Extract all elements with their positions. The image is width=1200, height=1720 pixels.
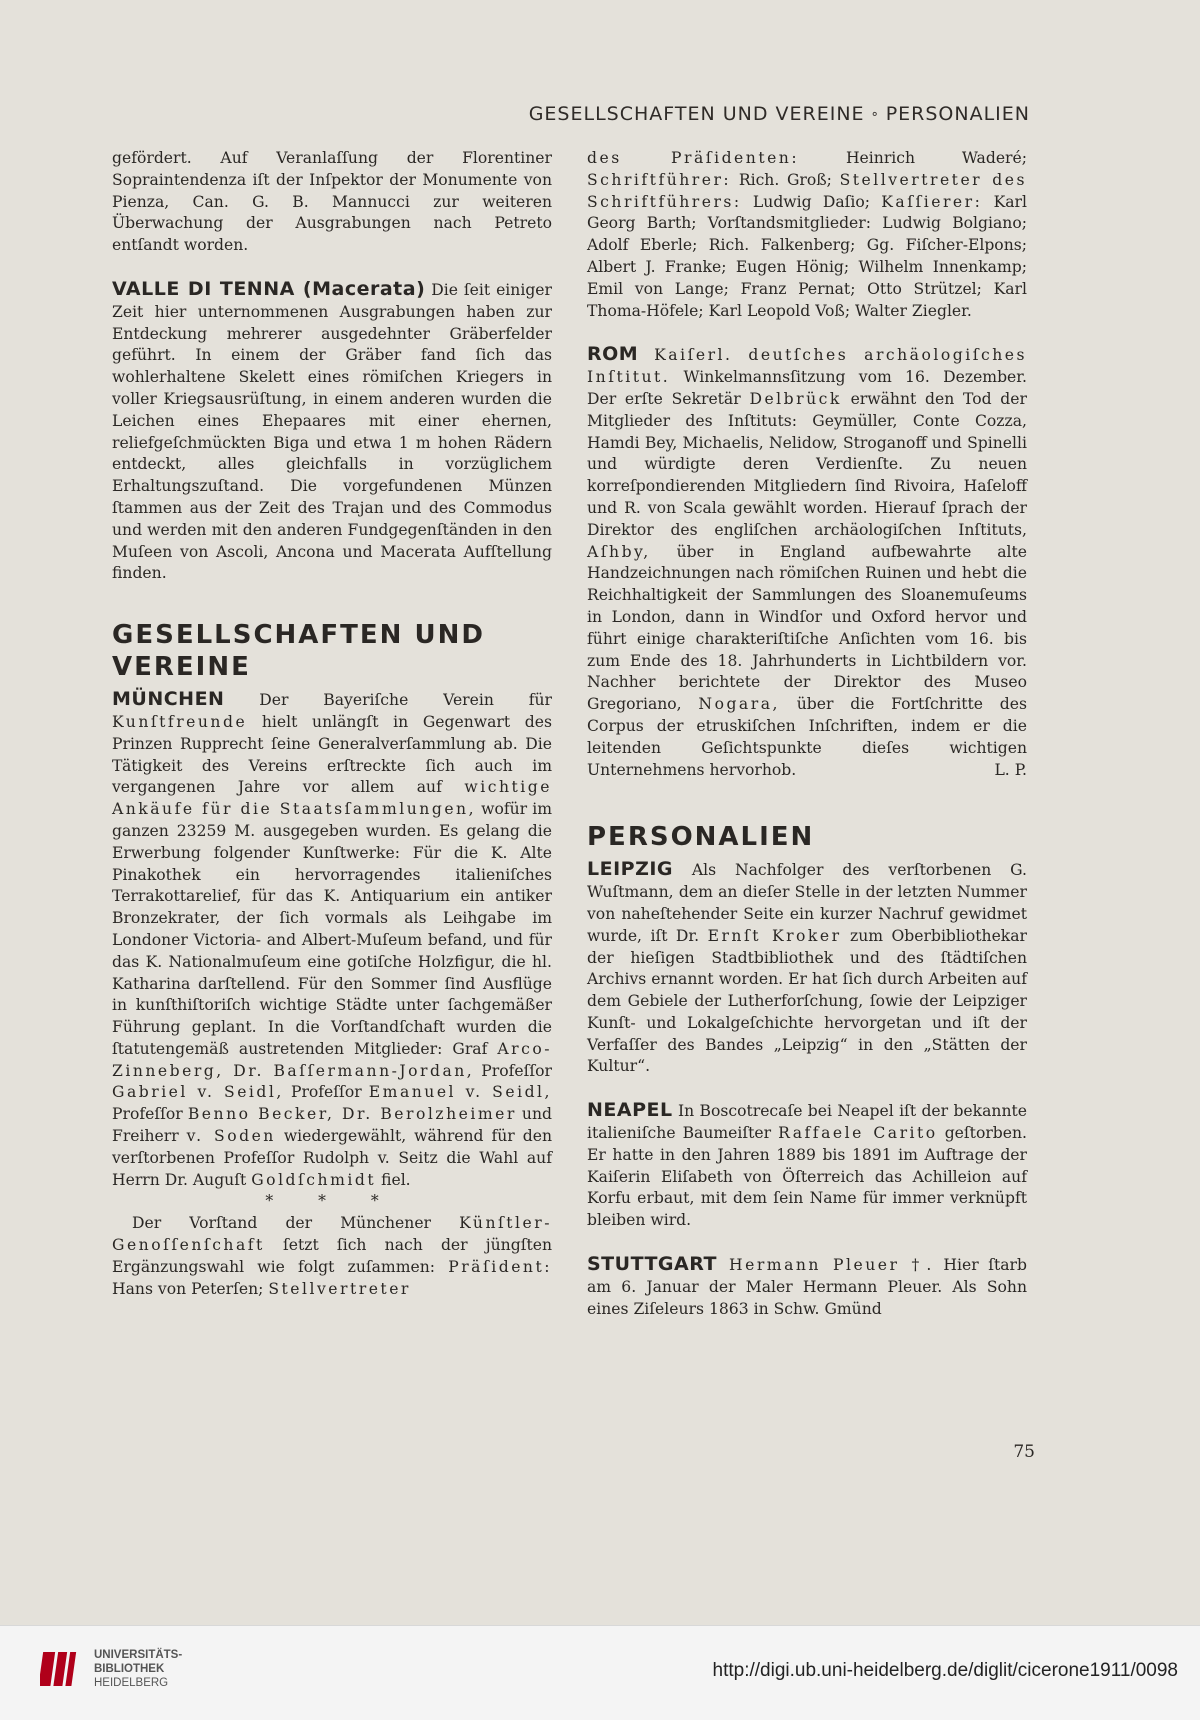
university-library-logo-icon <box>40 1646 86 1692</box>
asterism: * * * <box>265 1192 399 1211</box>
header-left: GESELLSCHAFTEN UND VEREINE <box>528 103 865 125</box>
rom-text-2: erwähnt den Tod der Mitglieder des Inſtituts: Geymüller, Conte Cozza, Hamdi Bey, Michaelis, Nelidow, Stroganoff und Spinelli und würdigte deren Verdienſte. Zu neuen korreſpondierenden Mitgliedern ſind Rivoira, Haſeloff und R. von Scala gewählt worden. Hierauf ſprach der Direktor des engliſchen archäologiſchen Inſtituts, <box>587 389 1027 539</box>
neapel-text-2: geſtorben. Er hatte in den Jahren 1889 bis 1891 im Auftrage der Kaiſerin Eliſabeth von Öſterreich das Achilleion auf Korfu erbaut, mit dem ſein Name für immer verknüpft bleiben wird. <box>587 1124 1027 1230</box>
paragraph-continuation <box>587 148 1027 322</box>
muenchen-spaced-6: Benno Becker, Dr. Berolzheimer <box>187 1105 517 1124</box>
paragraph-leipzig <box>587 859 1027 1078</box>
muenchen-spaced-1: Kunſtfreunde <box>112 712 248 731</box>
cont-text-4: Karl Georg Barth; Vorſtandsmitglieder: Ludwig Bolgiano; Adolf Eberle; Rich. Falkenberg; Gg. Fiſcher-Elpons; Albert J. Franke; Eugen Hönig; Wilhelm Innenkamp; Emil von Lange; Franz Pernat; Otto Strützel; Karl Thoma-Höfele; Karl Leopold Voß; Walter Ziegler. <box>587 192 1027 320</box>
cont-spaced-4: Kaſſierer: <box>881 192 983 211</box>
muenchen-text-6: Profeſſor <box>112 1105 188 1124</box>
stuttgart-spaced-1: Hermann Pleuer †. <box>716 1256 934 1275</box>
permalink-url[interactable]: http://digi.ub.uni-heidelberg.de/diglit/cicerone1911/0098 <box>712 1660 1178 1681</box>
rom-spaced-4: Nogara, <box>698 695 780 714</box>
heading-rom: ROM <box>587 343 639 366</box>
cont-spaced-1: des Präſidenten: <box>587 149 800 167</box>
section-title-personalien: PERSONALIEN <box>587 822 815 853</box>
kuenstler-spaced-3: Stellvertreter <box>268 1279 411 1298</box>
rom-spaced-3: Aſhby, <box>587 542 651 561</box>
kuenstler-text-1: Der Vorſtand der Münchener <box>132 1214 460 1233</box>
muenchen-spaced-7: v. Soden <box>186 1127 276 1146</box>
library-line-2: BIBLIOTHEK <box>94 1663 165 1675</box>
running-header <box>110 103 1030 125</box>
leipzig-spaced-1: Ernſt Kroker <box>707 926 842 945</box>
header-right: PERSONALIEN <box>885 103 1030 125</box>
stuttgart-text-1: Hier ſtarb am 6. Januar der Maler Hermann Pleuer. Als Sohn eines Ziſeleurs 1863 in Schw. Gmünd <box>587 1256 1027 1318</box>
heading-stuttgart: STUTTGART <box>587 1253 717 1276</box>
section-title-gesellschaften: GESELLSCHAFTEN UND VEREINE <box>112 620 485 683</box>
rom-text-4: über die Fortſchritte des Corpus der etruskiſchen Inſchriften, indem er die leitenden Geſichtspunkte dieſes wichtigen Unternehmens hervorhob. <box>587 695 1027 779</box>
muenchen-text-7: und Freiherr <box>112 1105 552 1146</box>
muenchen-text-2: hielt unlängſt in Gegenwart des Prinzen Rupprecht ſeine Generalverſammlung ab. Die Tätigkeit des Vereins erſtreckte ſich auch im vergangenen Jahre vor allem auf <box>112 712 552 797</box>
muenchen-spaced-2: wichtige Ankäufe für die Staatsſammlungen, <box>112 778 552 819</box>
cont-text-2: Rich. Groß; <box>731 170 840 189</box>
muenchen-spaced-3: Arco-Zinneberg, Dr. Baſſermann-Jordan, <box>112 1039 552 1080</box>
leipzig-text-2: zum Oberbibliothekar der hieſigen Stadtbibliothek und des ſtädtiſchen Archivs ernannt worden. Er hat ſich durch Arbeiten auf dem Gebiele der Lutherforſchung, ſowie der Leipziger Kunſt- und Lokalgeſchichte hervorgetan und iſt der Verfaſſer des Bandes „Leipzig“ in den „Stätten der Kultur“. <box>587 926 1028 1076</box>
heading-neapel: NEAPEL <box>587 1099 673 1122</box>
page-number: 75 <box>1013 1442 1035 1462</box>
library-line-1: UNIVERSITÄTS- <box>94 1649 183 1661</box>
paragraph-stuttgart <box>587 1254 1027 1320</box>
rom-text-3: über in England aufbewahrte alte Handzeichnungen nach römiſchen Ruinen und hebt die Reichhaltigkeit der Sammlungen des Sloanemuſeums in London, dann in Windſor und Oxford hervor und führt einige charakteriſtiſche Anſichten vom 16. bis zum Ende des 18. Jahrhunderts in Lichtbildern vor. Nachher berichtete der Direktor des Museo Gregoriano, <box>587 542 1027 714</box>
paragraph-muenchen <box>112 689 552 1191</box>
paragraph-valle-di-tenna <box>112 279 552 585</box>
cont-spaced-3: Stellvertreter des Schriftführers: <box>587 170 1027 211</box>
paragraph-rom <box>587 344 1027 781</box>
muenchen-text-5: Profeſſor <box>283 1083 369 1102</box>
muenchen-spaced-8: Goldſchmidt <box>251 1170 377 1189</box>
muenchen-spaced-5: Emanuel v. Seidl, <box>368 1083 552 1102</box>
muenchen-text-3: wofür im ganzen 23259 M. ausgegeben wurden. Es gelang die Erwerbung folgender Kunſtwerke: Für die K. Alte Pinakothek ein hervorragendes italieniſches Terrakottarelief, für das K. Antiquarium ein antiker Bronzekrater, der ſich vormals als Leihgabe im Londoner Victoria- and Albert-Muſeum befand, und für das K. Nationalmuſeum eine gotiſche Holzfigur, die hl. Katharina darſtellend. Für den Sommer ſind Ausflüge in kunſthiſtoriſch wichtige Städte unter ſachgemäßer Führung geplant. In die Vorſtandſchaft wurden die ſtatutengemäß austretenden Mitglieder: Graf <box>112 800 552 1058</box>
rom-signature: L. P. <box>994 760 1027 779</box>
rom-text-1: Winkelmannsſitzung vom 16. Dezember. Der erſte Sekretär <box>587 368 1027 408</box>
heading-valle-di-tenna: VALLE DI TENNA (Macerata) <box>112 277 426 300</box>
muenchen-text-8: wiedergewählt, während für den verſtorbenen Profeſſor Rudolph v. Seitz die Wahl auf Herrn Dr. Auguſt <box>112 1127 552 1189</box>
muenchen-text-1: Der Bayeriſche Verein für <box>224 691 552 710</box>
rom-spaced-1: Kaiſerl. deutſches archäologiſches Inſtitut. <box>587 346 1027 387</box>
right-column <box>587 148 1027 1320</box>
paragraph-kuenstlergenossenschaft <box>112 1213 552 1300</box>
kuenstler-spaced-1: Künſtler-Genoſſenſchaft <box>112 1214 552 1255</box>
viewer-footer <box>0 1625 1200 1720</box>
cont-text-3: Ludwig Daſio; <box>741 192 882 211</box>
cont-spaced-2: Schriftführer: <box>587 170 732 189</box>
kuenstler-text-2: ſetzt ſich nach der jüngſten Ergänzungswahl wie folgt zuſammen: <box>112 1236 552 1276</box>
heading-muenchen: MÜNCHEN <box>112 688 225 711</box>
muenchen-text-4: Profeſſor <box>474 1061 552 1080</box>
heading-leipzig: LEIPZIG <box>587 858 674 881</box>
valle-text: Die ſeit einiger Zeit hier unternommenen Ausgrabungen haben zur Entdeckung mehrerer ausgedehnter Gräberfelder geführt. In einem der Gräber fand ſich das wohlerhaltene Skelett eines römiſchen Kriegers in voller Kriegsausrüſtung, in einem anderen wurden die Leichen eines Ehepaares mit einer ehernen, reliefgeſchmückten Biga und etwa 1 m hohen Rädern entdeckt, alles gleichfalls in vorzüglichem Erhaltungszuſtand. Die vorgefundenen Münzen ſtammen aus der Zeit des Trajan und des Commodus und werden mit den anderen Fundgegenſtänden in den Muſeen von Ascoli, Ancona und Macerata Aufſtellung finden. <box>112 280 552 583</box>
leipzig-text-1: Als Nachfolger des verſtorbenen G. Wuſtmann, dem an dieſer Stelle in der letzten Nummer von naheſtehender Seite ein kurzer Nachruf gewidmet wurde, iſt Dr. <box>587 861 1027 945</box>
rom-spaced-2: Delbrück <box>749 389 842 408</box>
neapel-text-1: In Boscotrecaſe bei Neapel iſt der bekannte italieniſche Baumeiſter <box>587 1102 1027 1143</box>
neapel-spaced-1: Raffaele Carito <box>778 1124 938 1143</box>
library-line-3: HEIDELBERG <box>94 1677 169 1689</box>
header-separator: ∘ <box>870 107 880 122</box>
library-name <box>94 1648 182 1690</box>
cont-text-1: Heinrich Waderé; <box>799 149 1027 167</box>
muenchen-text-9: fiel. <box>376 1170 411 1189</box>
left-column <box>112 148 552 1300</box>
kuenstler-text-3: Hans von Peterſen; <box>112 1279 269 1298</box>
paragraph-intro: gefördert. Auf Veranlaſſung der Florentiner Sopraintendenza iſt der Inſpektor der Monumente von Pienza, Can. G. B. Mannucci zur weiteren Überwachung der Ausgrabungen nach Petreto entſandt worden. <box>112 149 552 255</box>
kuenstler-spaced-2: Präſident: <box>448 1257 552 1276</box>
muenchen-spaced-4: Gabriel v. Seidl, <box>112 1083 284 1102</box>
paragraph-neapel <box>587 1100 1027 1232</box>
